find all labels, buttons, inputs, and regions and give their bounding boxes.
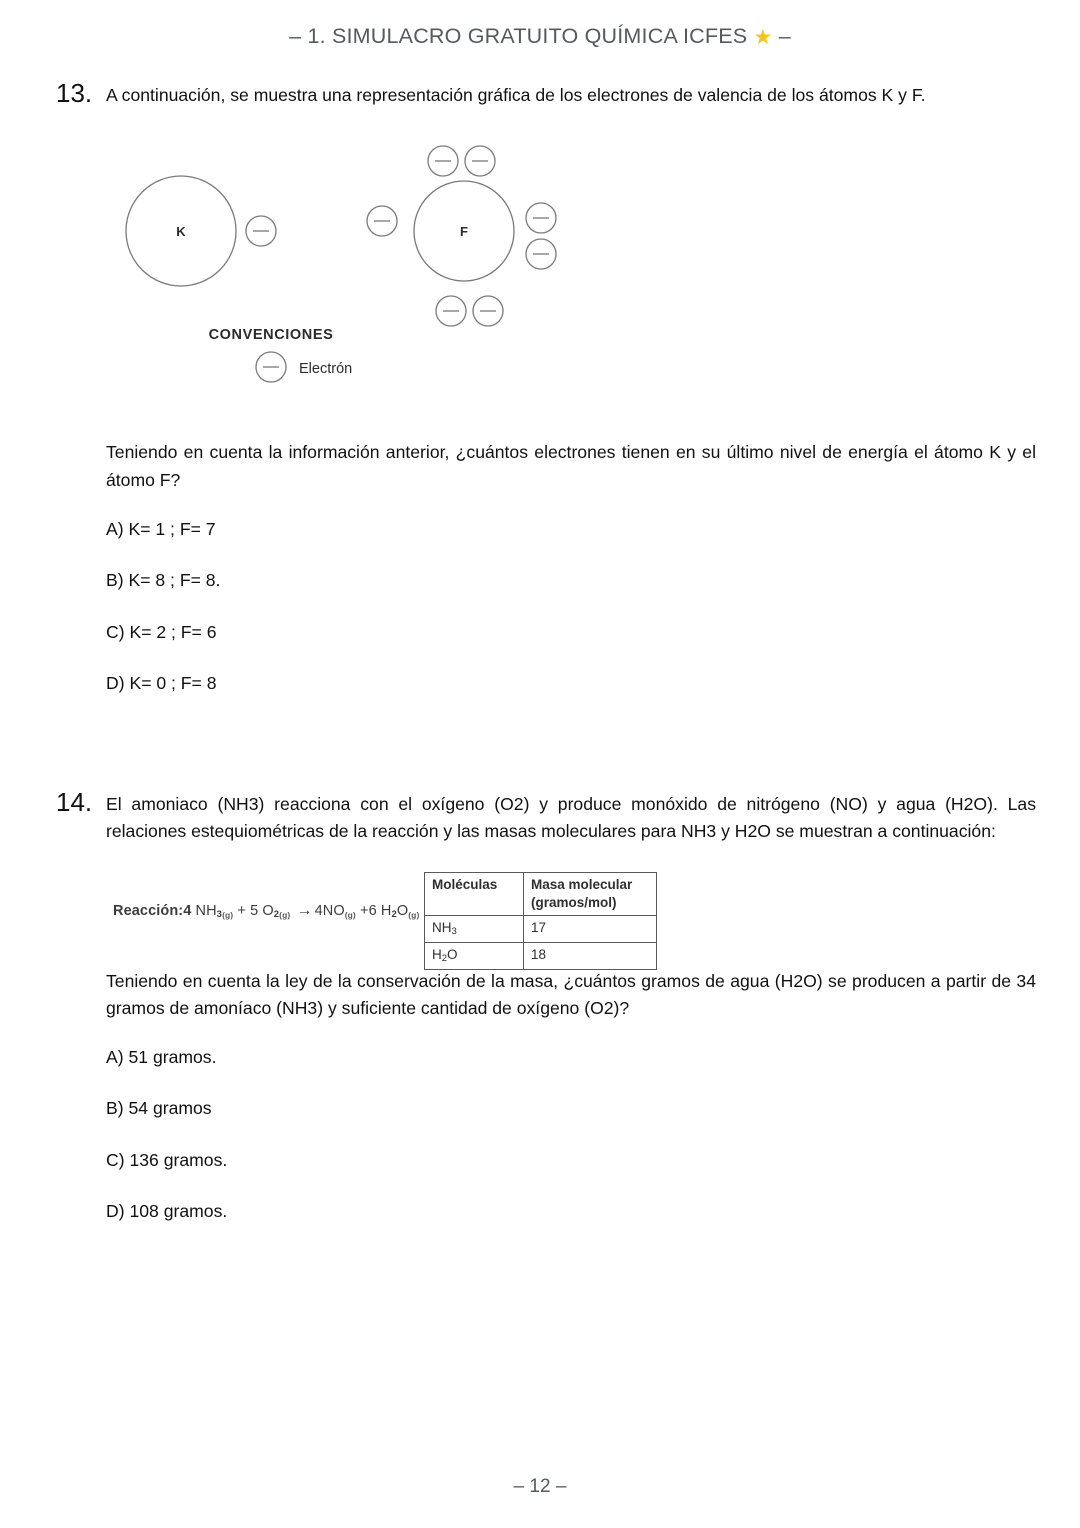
table-row xyxy=(425,942,657,969)
reaction-h2o-state: (g) xyxy=(408,909,420,920)
reaction-arrow-icon: → xyxy=(296,901,313,919)
reaction-species-o2: O xyxy=(262,902,274,919)
atom-k-label: K xyxy=(176,224,186,240)
page-number-label: – 12 – xyxy=(513,1476,567,1497)
option-b[interactable]: B) 54 gramos xyxy=(106,1098,212,1119)
cell-mass-nh3: 17 xyxy=(524,915,657,942)
reaction-o2-state: (g) xyxy=(279,909,291,920)
reaction-h2o-subscript: 2 xyxy=(391,908,397,920)
legend-electron-label: Electrón xyxy=(299,361,353,378)
reaction-equation xyxy=(113,902,419,920)
reaction-coef-nh3: 4 xyxy=(183,902,192,919)
legend-electron-icon xyxy=(256,352,286,382)
question-14-heading xyxy=(56,787,1036,846)
column-header-molecular-mass xyxy=(524,872,657,915)
reaction-coef-o2: 5 xyxy=(250,902,259,919)
atom-f-electron-3 xyxy=(367,206,397,236)
valence-electrons-figure xyxy=(106,139,726,439)
question-13 xyxy=(56,78,1036,696)
atom-f-electron-2 xyxy=(465,146,495,176)
question-14-options xyxy=(106,1044,1036,1225)
reaction-coef-h2o: 6 xyxy=(368,902,377,919)
reaction-no-state: (g) xyxy=(344,909,356,920)
question-13-number: 13. xyxy=(56,78,93,108)
question-14-body xyxy=(106,968,1036,1225)
header-title-right: – xyxy=(778,24,791,48)
reaction-species-h2o-o: O xyxy=(396,902,409,919)
page-footer xyxy=(0,1476,1080,1498)
column-header-mass-line2: (gramos/mol) xyxy=(531,894,617,910)
reaction-and-table-figure xyxy=(106,872,1036,968)
page-header xyxy=(0,24,1080,50)
atom-f-electron-6 xyxy=(436,296,466,326)
question-13-prompt: Teniendo en cuenta la información anterior, ¿cuántos electrones tienen en su último nivel de energía el átomo K y el átomo F? xyxy=(106,442,1036,490)
question-13-stem: A continuación, se muestra una representación gráfica de los electrones de valencia de los átomos K y F. xyxy=(106,85,926,105)
molecule-h2o-main: H xyxy=(432,946,442,962)
molecule-h2o-tail: O xyxy=(447,946,458,962)
option-a[interactable]: A) 51 gramos. xyxy=(106,1047,217,1068)
question-13-body xyxy=(106,439,1036,696)
reaction-nh3-subscript: 3 xyxy=(216,908,223,920)
atom-f-label: F xyxy=(460,224,468,240)
reaction-nh3-state: (g) xyxy=(222,909,234,920)
reaction-label: Reacción: xyxy=(113,902,184,919)
option-c[interactable]: C) 136 gramos. xyxy=(106,1149,228,1170)
question-14 xyxy=(56,787,1036,1225)
question-13-options xyxy=(106,516,1036,697)
atom-f-electron-4 xyxy=(526,203,556,233)
option-c[interactable]: C) K= 2 ; F= 6 xyxy=(106,621,217,642)
question-14-number: 14. xyxy=(56,787,93,817)
star-icon: ★ xyxy=(753,26,773,49)
molecule-h2o-sub: 2 xyxy=(441,952,448,964)
atom-f-electron-1 xyxy=(428,146,458,176)
molecular-mass-table xyxy=(424,872,657,970)
reaction-species-no: NO xyxy=(322,902,345,919)
atom-f-electron-5 xyxy=(526,239,556,269)
option-d[interactable]: D) 108 gramos. xyxy=(106,1201,228,1222)
legend-title: CONVENCIONES xyxy=(208,327,334,344)
cell-molecule-h2o xyxy=(425,942,524,969)
table-row xyxy=(425,915,657,942)
table-header-row xyxy=(425,872,657,915)
question-14-prompt: Teniendo en cuenta la ley de la conservación de la masa, ¿cuántos gramos de agua (H2O) se producen a partir de 34 gramos de amoníaco (NH3) y suficiente cantidad de oxígeno (O2)? xyxy=(106,970,1036,1018)
cell-molecule-nh3 xyxy=(425,915,524,942)
reaction-coef-no: 4 xyxy=(314,902,323,919)
reaction-plus-2: + xyxy=(360,902,369,919)
column-header-mass-line1: Masa molecular xyxy=(531,876,633,892)
header-title-left: – 1. SIMULACRO GRATUITO QUÍMICA ICFES xyxy=(289,24,748,48)
reaction-plus-1: + xyxy=(237,902,246,919)
column-header-molecules: Moléculas xyxy=(425,872,524,915)
reaction-species-nh3: NH xyxy=(195,902,217,919)
cell-mass-h2o: 18 xyxy=(524,942,657,969)
atom-f-electron-7 xyxy=(473,296,503,326)
atom-k-electron-1 xyxy=(246,216,276,246)
option-d[interactable]: D) K= 0 ; F= 8 xyxy=(106,672,217,693)
question-13-heading xyxy=(56,78,1036,109)
reaction-species-h2o-h: H xyxy=(380,902,392,919)
option-b[interactable]: B) K= 8 ; F= 8. xyxy=(106,570,221,591)
question-14-stem: El amoniaco (NH3) reacciona con el oxígeno (O2) y produce monóxido de nitrógeno (NO) y agua (H2O). Las relaciones estequiométricas de la reacción y las masas moleculares para NH3 y H2O se muestran a continuación: xyxy=(106,794,1036,842)
molecule-nh3-main: NH xyxy=(432,919,452,935)
reaction-o2-subscript: 2 xyxy=(273,908,280,920)
option-a[interactable]: A) K= 1 ; F= 7 xyxy=(106,518,216,539)
atoms-diagram-svg xyxy=(106,139,726,439)
molecule-nh3-sub: 3 xyxy=(451,925,457,937)
